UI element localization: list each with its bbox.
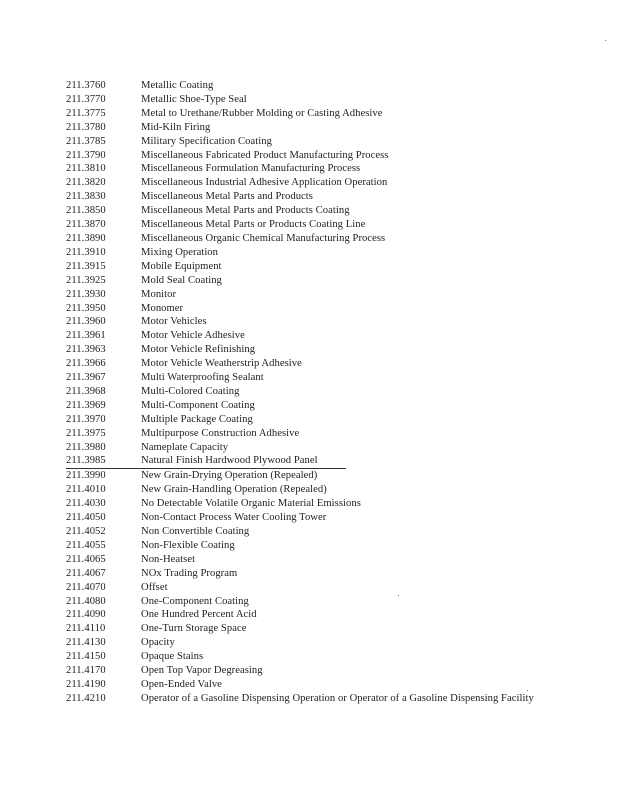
definition-term: Natural Finish Hardwood Plywood Panel — [141, 455, 318, 467]
definition-row — [66, 497, 606, 511]
scan-speck — [527, 690, 528, 691]
definition-term: Mold Seal Coating — [141, 274, 222, 286]
definition-term: Operator of a Gasoline Dispensing Operation or Operator of a Gasoline Dispensing Facility — [141, 692, 534, 704]
section-number: 211.3968 — [66, 385, 106, 397]
definition-term: One Hundred Percent Acid — [141, 609, 257, 621]
definition-row — [66, 93, 606, 107]
definition-row — [66, 357, 606, 371]
definition-term: Non-Heatset — [141, 553, 196, 565]
definition-term: NOx Trading Program — [141, 567, 238, 579]
section-number: 211.4070 — [66, 581, 106, 593]
section-number: 211.4065 — [66, 553, 106, 565]
section-number: 211.3950 — [66, 302, 106, 314]
definition-term: Motor Vehicle Refinishing — [141, 344, 256, 356]
section-number: 211.3985 — [66, 455, 106, 467]
section-number: 211.3780 — [66, 121, 106, 133]
section-number: 211.3975 — [66, 427, 106, 439]
definition-row — [66, 176, 606, 190]
section-number: 211.3830 — [66, 191, 106, 203]
definition-row — [66, 511, 606, 525]
definition-row — [66, 329, 606, 343]
definition-term: Miscellaneous Metal Parts and Products — [141, 191, 313, 203]
section-number: 211.3810 — [66, 163, 106, 175]
section-number: 211.3760 — [66, 80, 106, 91]
definition-row — [66, 162, 606, 176]
definition-row — [66, 650, 606, 664]
definition-term: Military Specification Coating — [141, 135, 272, 147]
definition-row — [66, 385, 606, 399]
section-number: 211.4030 — [66, 498, 106, 510]
definitions-list — [66, 79, 606, 706]
definition-term: Mixing Operation — [141, 246, 219, 258]
definition-row — [66, 539, 606, 553]
definition-row — [66, 399, 606, 413]
definition-term: New Grain-Handling Operation (Repealed) — [141, 484, 327, 496]
definition-row — [66, 469, 606, 483]
definition-term: One-Turn Storage Space — [141, 623, 247, 635]
definition-row — [66, 288, 606, 302]
definition-term: Mid-Kiln Firing — [141, 121, 211, 133]
definition-term: Open-Ended Valve — [141, 678, 222, 690]
definition-row — [66, 274, 606, 288]
definition-term: Open Top Vapor Degreasing — [141, 665, 263, 677]
definition-term: Metallic Coating — [141, 80, 214, 91]
definition-row — [66, 302, 606, 316]
definition-term: Non-Flexible Coating — [141, 539, 235, 551]
definition-row — [66, 483, 606, 497]
section-number: 211.4055 — [66, 539, 106, 551]
definition-term: Offset — [141, 581, 168, 593]
definition-term: Miscellaneous Metal Parts and Products Coating — [141, 205, 350, 217]
definition-term: Miscellaneous Fabricated Product Manufacturing Process — [141, 149, 389, 161]
definition-row — [66, 149, 606, 163]
definition-row — [66, 622, 606, 636]
section-number: 211.4010 — [66, 484, 106, 496]
section-number: 211.3963 — [66, 344, 106, 356]
section-number: 211.4110 — [66, 623, 106, 635]
definition-term: Non-Contact Process Water Cooling Tower — [141, 512, 327, 524]
section-number: 211.4130 — [66, 637, 106, 649]
definition-term: One-Component Coating — [141, 595, 249, 607]
definition-term: Opacity — [141, 637, 175, 649]
definition-row — [66, 427, 606, 441]
section-number: 211.3910 — [66, 246, 106, 258]
definition-row — [66, 343, 606, 357]
section-number: 211.4080 — [66, 595, 106, 607]
section-number: 211.4170 — [66, 665, 106, 677]
scan-speck — [398, 595, 399, 596]
definition-term: Nameplate Capacity — [141, 441, 229, 453]
section-number: 211.3890 — [66, 232, 106, 244]
section-number: 211.4190 — [66, 678, 106, 690]
section-number: 211.3850 — [66, 205, 106, 217]
definition-row — [66, 204, 606, 218]
definition-row — [66, 525, 606, 539]
definition-term: Motor Vehicle Adhesive — [141, 330, 245, 342]
definition-term: Miscellaneous Metal Parts or Products Coating Line — [141, 219, 366, 231]
definition-term: Multipurpose Construction Adhesive — [141, 427, 300, 439]
definition-row — [66, 441, 606, 455]
definition-row — [66, 692, 606, 706]
section-number: 211.3785 — [66, 135, 106, 147]
definition-row — [66, 232, 606, 246]
definition-term: Multi Waterproofing Sealant — [141, 372, 264, 384]
definition-row — [66, 218, 606, 232]
definition-term: Multi-Colored Coating — [141, 385, 240, 397]
definition-term: Multiple Package Coating — [141, 413, 253, 425]
definition-term: Miscellaneous Industrial Adhesive Application Operation — [141, 177, 388, 189]
section-number: 211.4067 — [66, 567, 106, 579]
definition-row — [66, 678, 606, 692]
definition-row — [66, 581, 606, 595]
definition-row — [66, 190, 606, 204]
definition-term: Metallic Shoe-Type Seal — [141, 93, 247, 105]
definition-row — [66, 595, 606, 609]
definition-term: Monomer — [141, 302, 184, 314]
definition-row — [66, 454, 346, 469]
definition-row — [66, 371, 606, 385]
definition-term: Opaque Stains — [141, 651, 204, 663]
section-number: 211.3980 — [66, 441, 106, 453]
section-number: 211.3925 — [66, 274, 106, 286]
definition-term: Non Convertible Coating — [141, 526, 250, 537]
definition-row — [66, 260, 606, 274]
section-number: 211.4210 — [66, 692, 106, 704]
section-number: 211.3770 — [66, 93, 106, 105]
definition-row — [66, 664, 606, 678]
definition-row — [66, 121, 606, 135]
definition-row — [66, 107, 606, 121]
section-number: 211.3820 — [66, 177, 106, 189]
section-number: 211.4090 — [66, 609, 106, 621]
section-number: 211.4150 — [66, 651, 106, 663]
section-number: 211.3967 — [66, 372, 106, 384]
section-number: 211.3930 — [66, 288, 106, 300]
definition-row — [66, 567, 606, 581]
definition-term: Miscellaneous Formulation Manufacturing Process — [141, 163, 361, 175]
section-number: 211.3970 — [66, 413, 106, 425]
definition-term: Metal to Urethane/Rubber Molding or Casting Adhesive — [141, 107, 383, 119]
definition-term: No Detectable Volatile Organic Material Emissions — [141, 498, 361, 510]
definition-row — [66, 608, 606, 622]
section-number: 211.3990 — [66, 470, 106, 482]
definition-term: Mobile Equipment — [141, 260, 222, 272]
section-number: 211.3775 — [66, 107, 106, 119]
definition-term: Monitor — [141, 288, 177, 300]
definition-row — [66, 636, 606, 650]
section-number: 211.3915 — [66, 260, 106, 272]
definition-row — [66, 79, 606, 93]
definition-row — [66, 246, 606, 260]
definition-row — [66, 315, 606, 329]
section-number: 211.4050 — [66, 512, 106, 524]
section-number: 211.3790 — [66, 149, 106, 161]
definition-row — [66, 135, 606, 149]
definition-row — [66, 413, 606, 427]
section-number: 211.3961 — [66, 330, 106, 342]
definition-term: Miscellaneous Organic Chemical Manufacturing Process — [141, 232, 386, 244]
scan-speck — [605, 40, 606, 41]
section-number: 211.3969 — [66, 399, 106, 411]
section-number: 211.3966 — [66, 358, 106, 370]
definition-term: Motor Vehicle Weatherstrip Adhesive — [141, 358, 302, 370]
section-number: 211.4052 — [66, 526, 106, 537]
section-number: 211.3960 — [66, 316, 106, 328]
definition-term: New Grain-Drying Operation (Repealed) — [141, 470, 318, 482]
definition-term: Motor Vehicles — [141, 316, 207, 328]
definition-row — [66, 553, 606, 567]
definition-term: Multi-Component Coating — [141, 399, 255, 411]
section-number: 211.3870 — [66, 219, 106, 231]
